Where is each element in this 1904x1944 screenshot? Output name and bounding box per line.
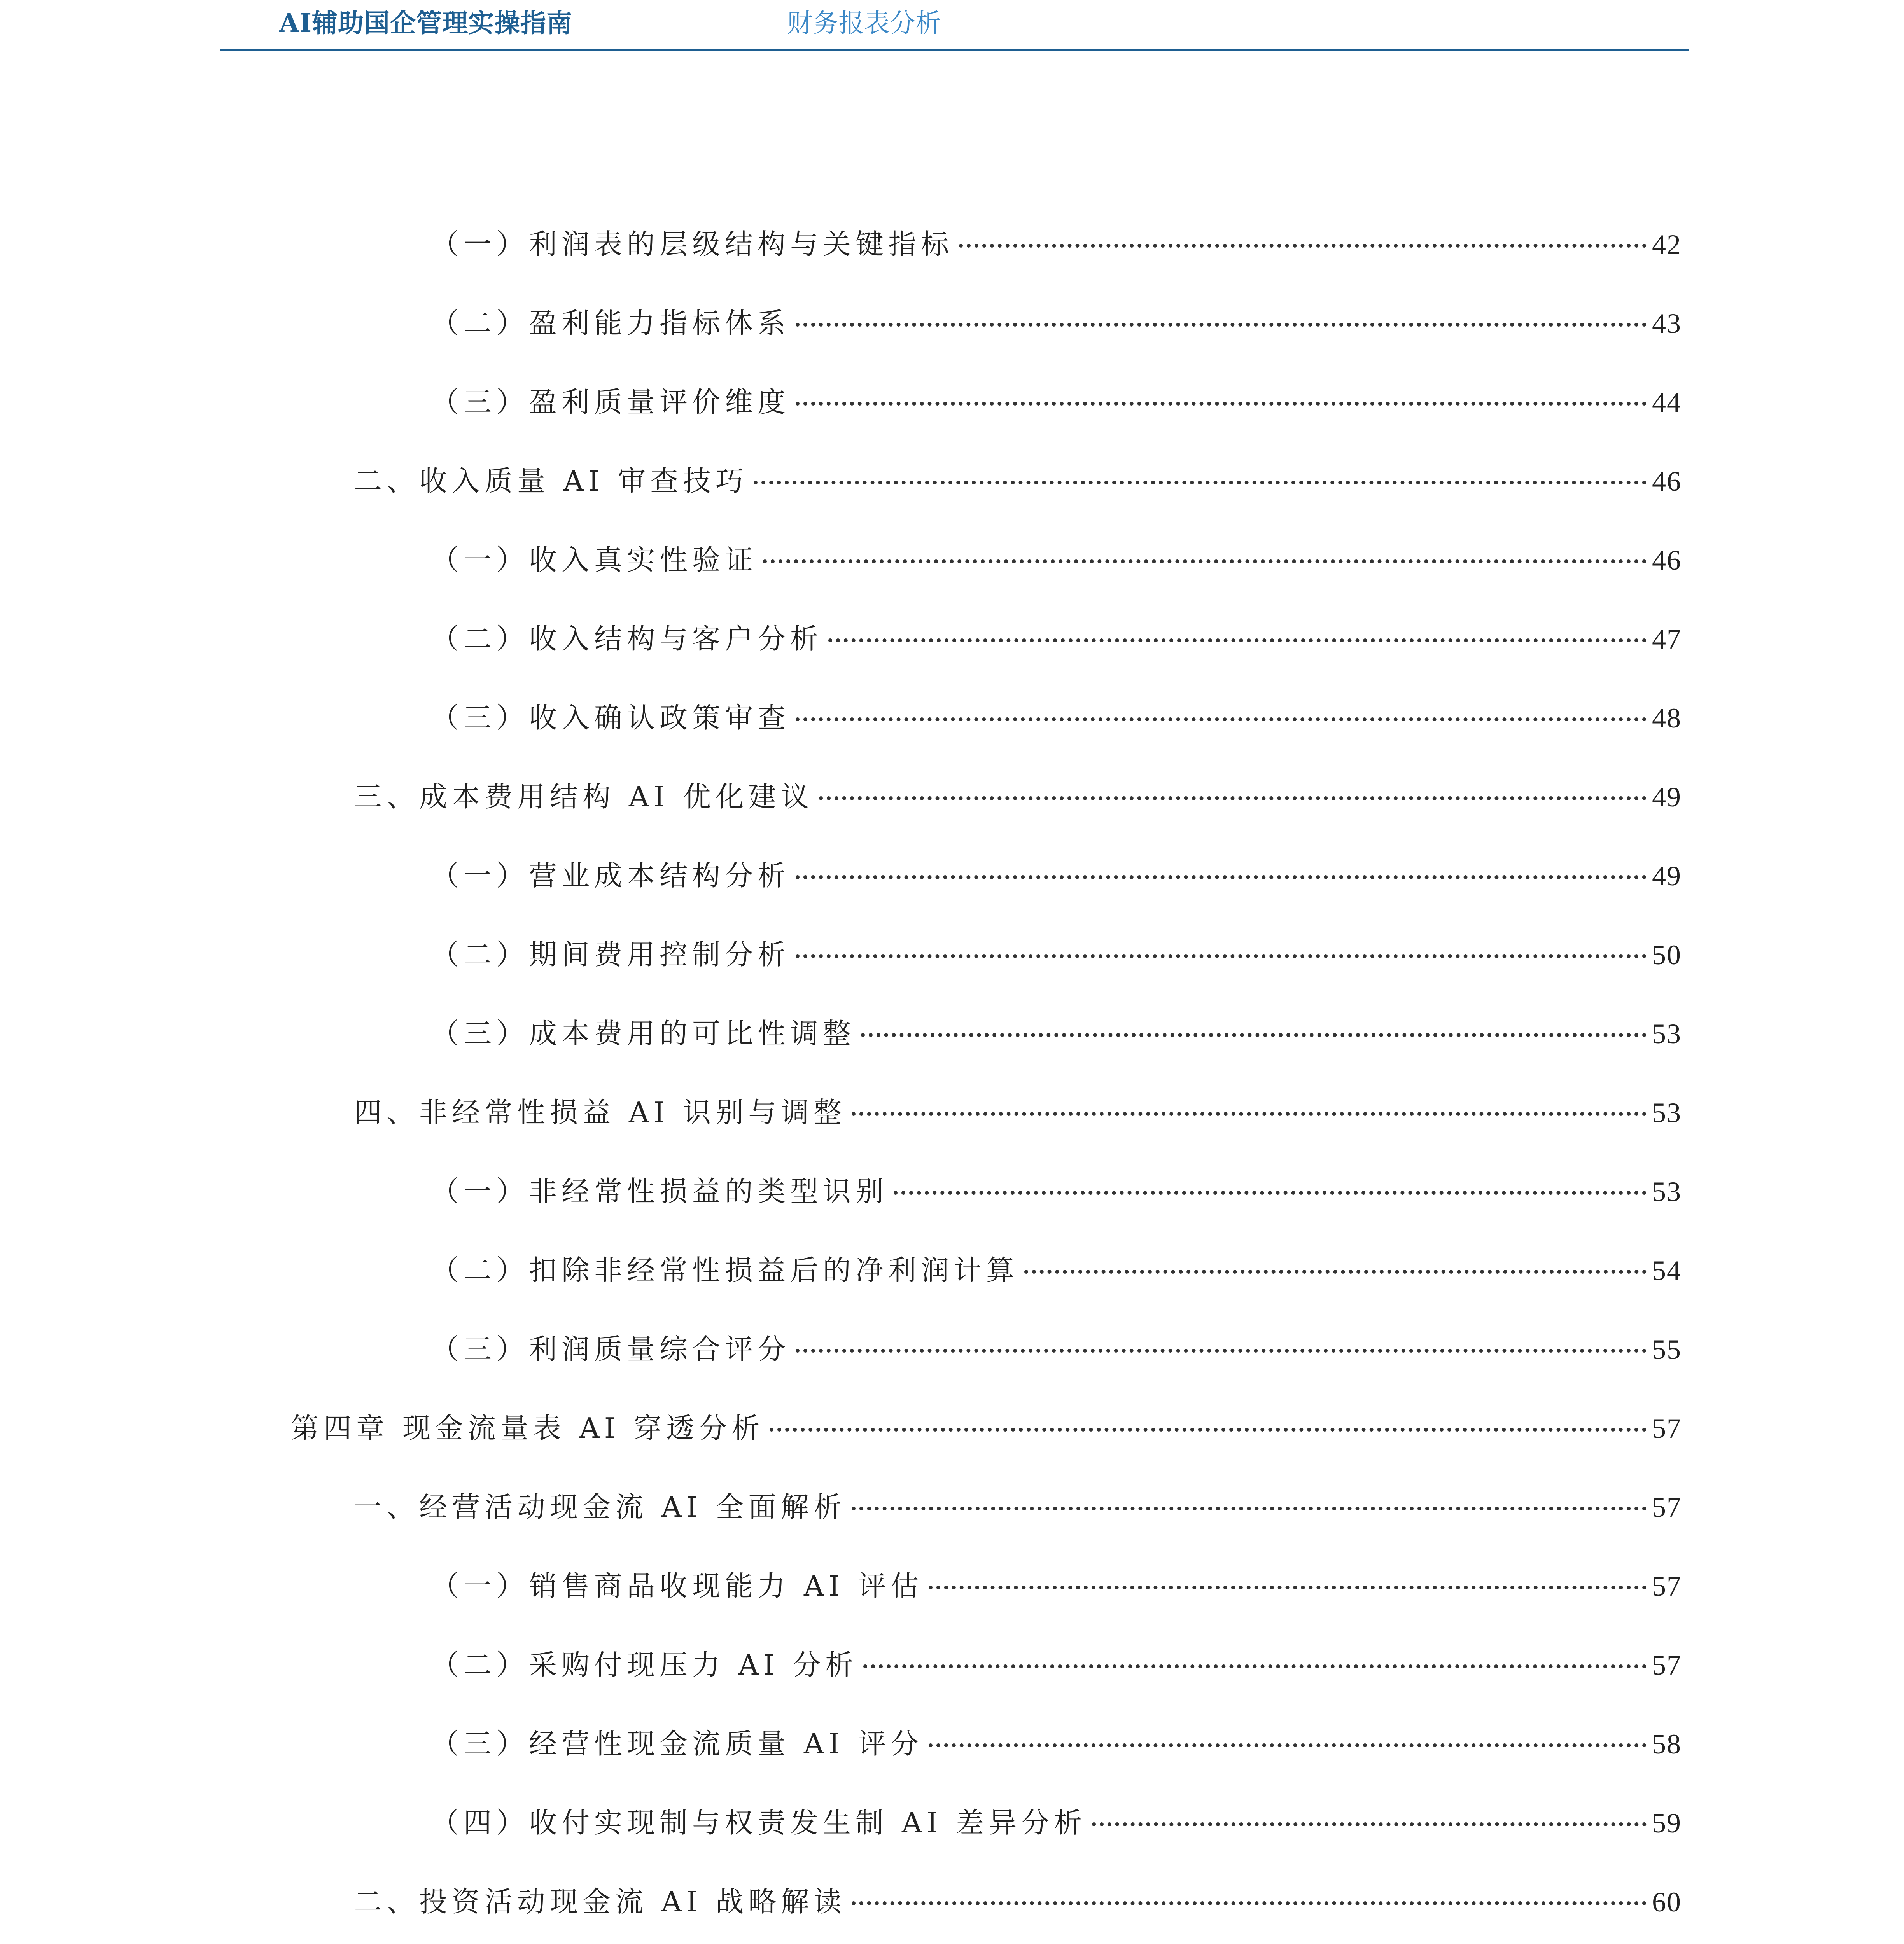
toc-entry[interactable] [431,1330,1682,1369]
toc-dot-leader [1092,1822,1647,1826]
toc-entry-page: 46 [1652,466,1682,497]
toc-entry[interactable] [431,1803,1682,1842]
toc-entry[interactable] [431,1251,1682,1290]
toc-entry-page: 49 [1652,860,1682,892]
toc-entry-title: （三）利润质量综合评分 [431,1333,791,1365]
toc-entry-page: 48 [1652,703,1682,734]
toc-entry[interactable] [431,1645,1682,1684]
toc-entry-page: 53 [1652,1097,1682,1128]
toc-dot-leader [796,717,1647,721]
toc-entry-title: （三）经营性现金流质量 AI 评分 [431,1727,924,1760]
header-section-title: 财务报表分析 [787,8,941,38]
toc-entry-page: 44 [1652,387,1682,418]
toc-entry-title: （二）采购付现压力 AI 分析 [431,1649,858,1681]
toc-entry-page: 57 [1652,1571,1682,1602]
toc-dot-leader [1024,1270,1647,1274]
toc-entry-page: 49 [1652,781,1682,813]
toc-entry-title: （二）收入结构与客户分析 [431,622,823,655]
toc-dot-leader [861,1033,1647,1037]
toc-entry[interactable] [291,1409,1682,1448]
toc-entry[interactable] [431,619,1682,658]
toc-dot-leader [929,1743,1647,1747]
toc-entry-title: （一）销售商品收现能力 AI 评估 [431,1570,924,1602]
toc-dot-leader [863,1664,1647,1668]
toc-entry[interactable] [431,1724,1682,1763]
toc-entry-page: 58 [1652,1729,1682,1760]
toc-entry[interactable] [354,1882,1682,1921]
toc-entry-title: （四）收付实现制与权责发生制 AI 差异分析 [431,1806,1087,1839]
toc-entry-page: 46 [1652,545,1682,576]
toc-entry[interactable] [431,856,1682,895]
toc-entry[interactable] [431,1566,1682,1605]
toc-entry-title: （一）非经常性损益的类型识别 [431,1175,889,1208]
toc-dot-leader [796,954,1647,958]
toc-entry-page: 60 [1652,1886,1682,1918]
toc-entry[interactable] [354,777,1682,816]
toc-entry[interactable] [354,1093,1682,1132]
toc-entry-page: 59 [1652,1808,1682,1839]
toc-dot-leader [770,1428,1647,1432]
toc-dot-leader [852,1112,1647,1116]
toc-dot-leader [959,244,1647,248]
toc-entry-page: 53 [1652,1176,1682,1207]
toc-entry-title: （三）盈利质量评价维度 [431,386,791,418]
toc-entry-page: 57 [1652,1492,1682,1523]
toc-entry-page: 47 [1652,624,1682,655]
toc-entry[interactable] [431,1014,1682,1053]
toc-entry-title: 二、收入质量 AI 审查技巧 [354,465,749,497]
toc-dot-leader [828,638,1647,642]
toc-entry-page: 54 [1652,1255,1682,1286]
toc-entry-title: 二、投资活动现金流 AI 战略解读 [354,1885,847,1918]
toc-entry-title: 一、经营活动现金流 AI 全面解析 [354,1491,847,1523]
toc-entry[interactable] [431,935,1682,974]
toc-dot-leader [754,481,1647,484]
toc-entry[interactable] [431,225,1682,264]
toc-entry-page: 42 [1652,229,1682,260]
toc-entry-title: （二）扣除非经常性损益后的净利润计算 [431,1254,1019,1287]
toc-dot-leader [894,1191,1647,1195]
toc-entry-title: （一）收入真实性验证 [431,544,758,576]
toc-dot-leader [929,1586,1647,1589]
toc-dot-leader [852,1507,1647,1510]
toc-entry[interactable] [354,462,1682,500]
toc-dot-leader [819,796,1647,800]
toc-entry[interactable] [354,1488,1682,1526]
toc-entry-page: 57 [1652,1650,1682,1681]
toc-dot-leader [796,402,1647,406]
toc-entry-page: 50 [1652,939,1682,970]
toc-entry-page: 43 [1652,308,1682,339]
toc-entry[interactable] [431,540,1682,579]
header-document-title: AI辅助国企管理实操指南 [279,8,573,38]
toc-entry[interactable] [431,304,1682,343]
toc-entry-title: （二）期间费用控制分析 [431,938,791,971]
toc-dot-leader [796,875,1647,879]
toc-entry[interactable] [431,698,1682,737]
toc-entry-page: 57 [1652,1413,1682,1444]
toc-entry-title: （三）成本费用的可比性调整 [431,1017,856,1050]
toc-dot-leader [796,1349,1647,1353]
toc-entry[interactable] [431,1172,1682,1211]
toc-entry-title: 三、成本费用结构 AI 优化建议 [354,780,814,813]
toc-entry[interactable] [431,383,1682,421]
toc-dot-leader [852,1901,1647,1905]
toc-entry-title: 四、非经常性损益 AI 识别与调整 [354,1096,847,1129]
toc-dot-leader [796,323,1647,327]
toc-entry-title: （一）营业成本结构分析 [431,859,791,892]
toc-entry-title: （三）收入确认政策审查 [431,701,791,734]
toc-entry-title: （二）盈利能力指标体系 [431,307,791,339]
toc-entry-title: （一）利润表的层级结构与关键指标 [431,228,954,260]
toc-entry-page: 53 [1652,1018,1682,1049]
toc-dot-leader [763,559,1647,563]
toc-entry-title: 第四章 现金流量表 AI 穿透分析 [291,1412,765,1444]
toc-entry-page: 55 [1652,1334,1682,1365]
